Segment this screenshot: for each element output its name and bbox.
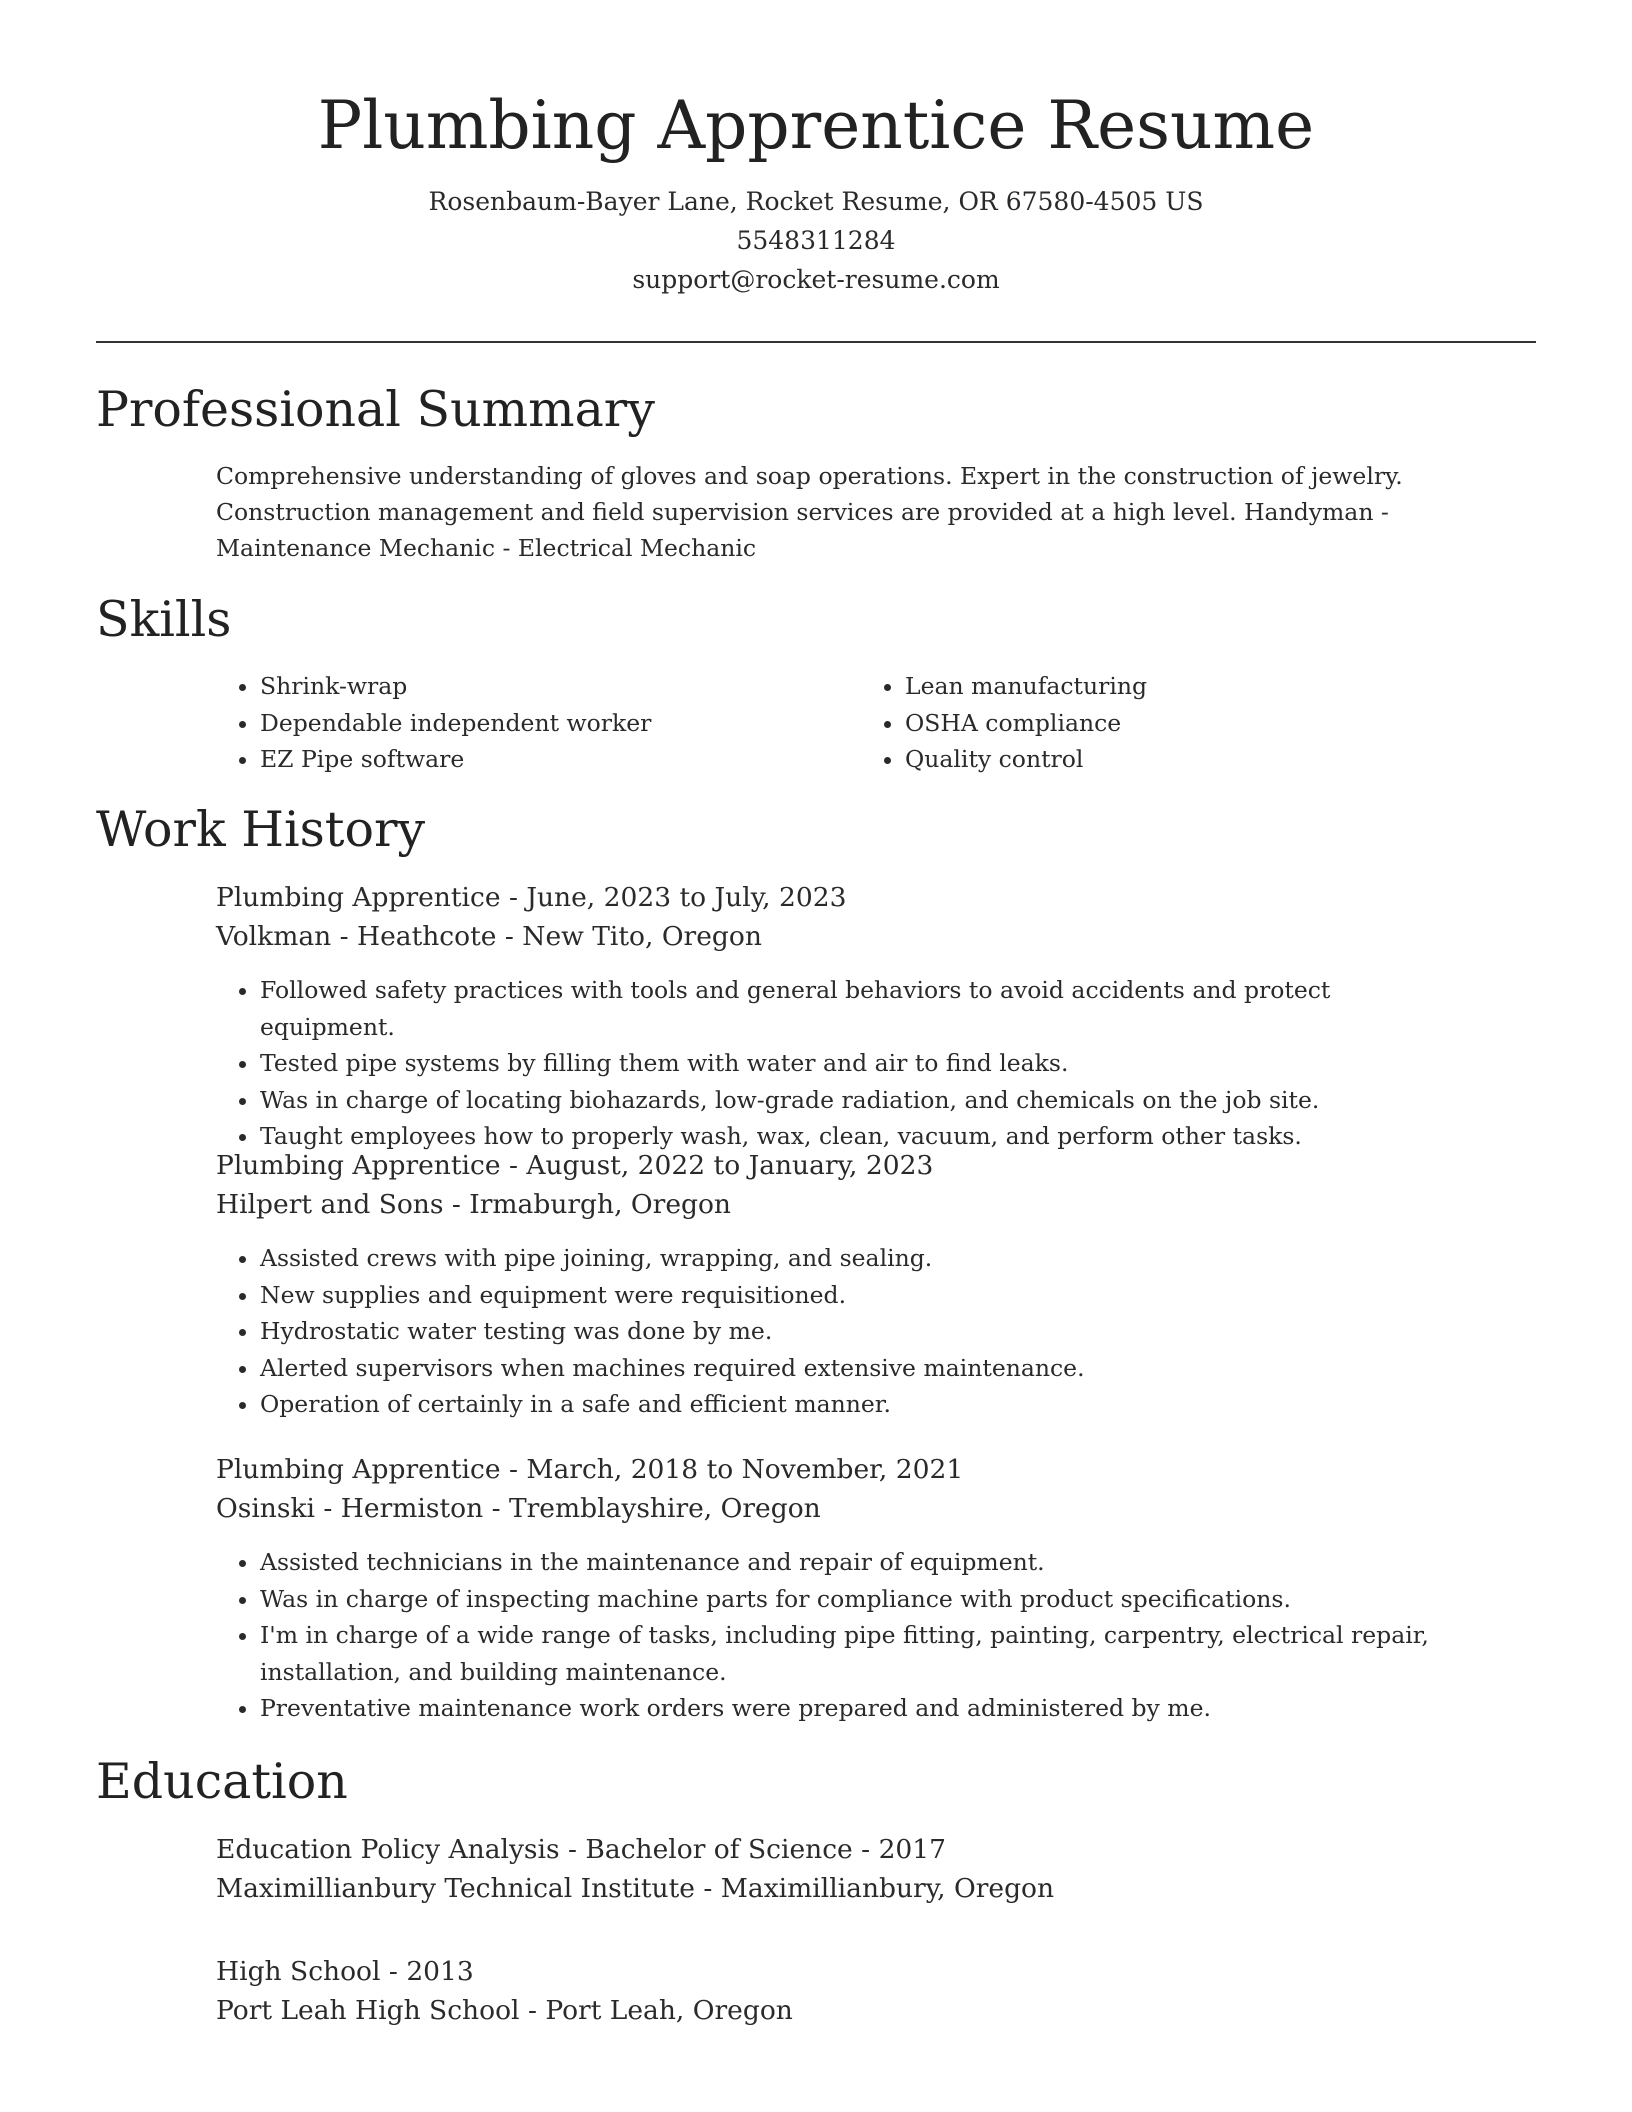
summary-heading: Professional Summary bbox=[96, 381, 655, 438]
skill-item: • Lean manufacturing bbox=[905, 668, 1461, 705]
job-company-line: Hilpert and Sons - Irmaburgh, Oregon bbox=[216, 1189, 731, 1220]
job-company: Hilpert and Sons bbox=[216, 1189, 444, 1220]
resume-title: Plumbing Apprentice Resume bbox=[317, 87, 1315, 164]
list-item: • New supplies and equipment were requisitioned. bbox=[260, 1277, 1466, 1314]
job-entry bbox=[216, 878, 1466, 1155]
list-item: • I'm in charge of a wide range of tasks, including pipe fitting, painting, carpentry, electrical repair, installation, and building maintenance. bbox=[260, 1617, 1466, 1690]
job-title-line: Plumbing Apprentice - March, 2018 to November, 2021 bbox=[216, 1454, 964, 1485]
education-field: High School bbox=[216, 1956, 381, 1987]
work-history-heading: Work History bbox=[96, 801, 426, 858]
list-item: • Followed safety practices with tools and general behaviors to avoid accidents and protect equipment. bbox=[260, 972, 1466, 1045]
skills-heading: Skills bbox=[96, 591, 232, 648]
education-degree-line: Education Policy Analysis - Bachelor of Science - 2017 bbox=[216, 1834, 947, 1865]
job-bullets bbox=[216, 1544, 1466, 1727]
skill-item: • EZ Pipe software bbox=[260, 741, 816, 778]
job-company: Osinski - Hermiston bbox=[216, 1493, 484, 1524]
job-company-line: Osinski - Hermiston - Tremblayshire, Oregon bbox=[216, 1493, 821, 1524]
job-dates: March, 2018 to November, 2021 bbox=[526, 1454, 964, 1485]
education-school-line: Maximillianbury Technical Institute - Maximillianbury, Oregon bbox=[216, 1873, 1055, 1904]
job-location: Irmaburgh, Oregon bbox=[469, 1189, 731, 1220]
resume-header bbox=[0, 0, 1632, 299]
job-entry bbox=[216, 1146, 1466, 1423]
education-school: Port Leah High School bbox=[216, 1995, 520, 2026]
job-title: Plumbing Apprentice bbox=[216, 1150, 501, 1181]
job-bullets bbox=[216, 972, 1466, 1155]
education-location: Maximillianbury, Oregon bbox=[720, 1873, 1055, 1904]
header-divider bbox=[96, 341, 1536, 343]
education-degree-line: High School - 2013 bbox=[216, 1956, 474, 1987]
education-heading: Education bbox=[96, 1753, 348, 1810]
skills-list-left bbox=[216, 668, 816, 778]
skill-item: • Shrink-wrap bbox=[260, 668, 816, 705]
summary-line-1: Comprehensive understanding of gloves and soap operations. Expert in the construction of jewelry. bbox=[216, 462, 1403, 490]
skill-item: • Quality control bbox=[905, 741, 1461, 778]
list-item: • Preventative maintenance work orders were prepared and administered by me. bbox=[260, 1690, 1466, 1727]
education-degree: Bachelor of Science bbox=[585, 1834, 853, 1865]
list-item: • Operation of certainly in a safe and efficient manner. bbox=[260, 1386, 1466, 1423]
summary-text bbox=[216, 458, 1466, 566]
job-title-line: Plumbing Apprentice - August, 2022 to January, 2023 bbox=[216, 1150, 934, 1181]
job-title-line: Plumbing Apprentice - June, 2023 to July, 2023 bbox=[216, 882, 847, 913]
education-entry bbox=[216, 1830, 1466, 1908]
skill-item: • Dependable independent worker bbox=[260, 705, 816, 742]
list-item: • Assisted technicians in the maintenance and repair of equipment. bbox=[260, 1544, 1466, 1581]
job-company: Volkman - Heathcote bbox=[216, 921, 497, 952]
list-item: • Assisted crews with pipe joining, wrapping, and sealing. bbox=[260, 1240, 1466, 1277]
job-bullets bbox=[216, 1240, 1466, 1423]
education-entry bbox=[216, 1952, 1466, 2030]
skill-item: • OSHA compliance bbox=[905, 705, 1461, 742]
education-location: Port Leah, Oregon bbox=[545, 1995, 793, 2026]
summary-line-2: Construction management and field supervision services are provided at a high level. Handyman - bbox=[216, 498, 1389, 526]
job-dates: June, 2023 to July, 2023 bbox=[526, 882, 847, 913]
list-item: • Alerted supervisors when machines required extensive maintenance. bbox=[260, 1350, 1466, 1387]
education-school: Maximillianbury Technical Institute bbox=[216, 1873, 695, 1904]
summary-line-3: Maintenance Mechanic - Electrical Mechanic bbox=[216, 534, 757, 562]
job-dates: August, 2022 to January, 2023 bbox=[526, 1150, 934, 1181]
list-item: • Was in charge of locating biohazards, low-grade radiation, and chemicals on the job site. bbox=[260, 1082, 1466, 1119]
list-item: • Tested pipe systems by filling them with water and air to find leaks. bbox=[260, 1045, 1466, 1082]
education-year: 2017 bbox=[878, 1834, 947, 1865]
list-item: • Was in charge of inspecting machine parts for compliance with product specifications. bbox=[260, 1581, 1466, 1618]
skills-list-right bbox=[861, 668, 1461, 778]
job-title: Plumbing Apprentice bbox=[216, 1454, 501, 1485]
education-school-line: Port Leah High School - Port Leah, Oregon bbox=[216, 1995, 793, 2026]
contact-info bbox=[0, 182, 1632, 299]
education-year: 2013 bbox=[406, 1956, 474, 1987]
job-location: New Tito, Oregon bbox=[522, 921, 762, 952]
list-item: • Taught employees how to properly wash, wax, clean, vacuum, and perform other tasks. bbox=[260, 1118, 1466, 1155]
phone: 5548311284 bbox=[736, 226, 896, 255]
list-item: • Hydrostatic water testing was done by me. bbox=[260, 1313, 1466, 1350]
job-title: Plumbing Apprentice bbox=[216, 882, 501, 913]
job-location: Tremblayshire, Oregon bbox=[508, 1493, 821, 1524]
job-entry bbox=[216, 1450, 1466, 1727]
education-field: Education Policy Analysis bbox=[216, 1834, 560, 1865]
job-company-line: Volkman - Heathcote - New Tito, Oregon bbox=[216, 921, 762, 952]
address: Rosenbaum-Bayer Lane, Rocket Resume, OR 67580-4505 US bbox=[428, 187, 1204, 216]
email: support@rocket-resume.com bbox=[632, 265, 1000, 294]
